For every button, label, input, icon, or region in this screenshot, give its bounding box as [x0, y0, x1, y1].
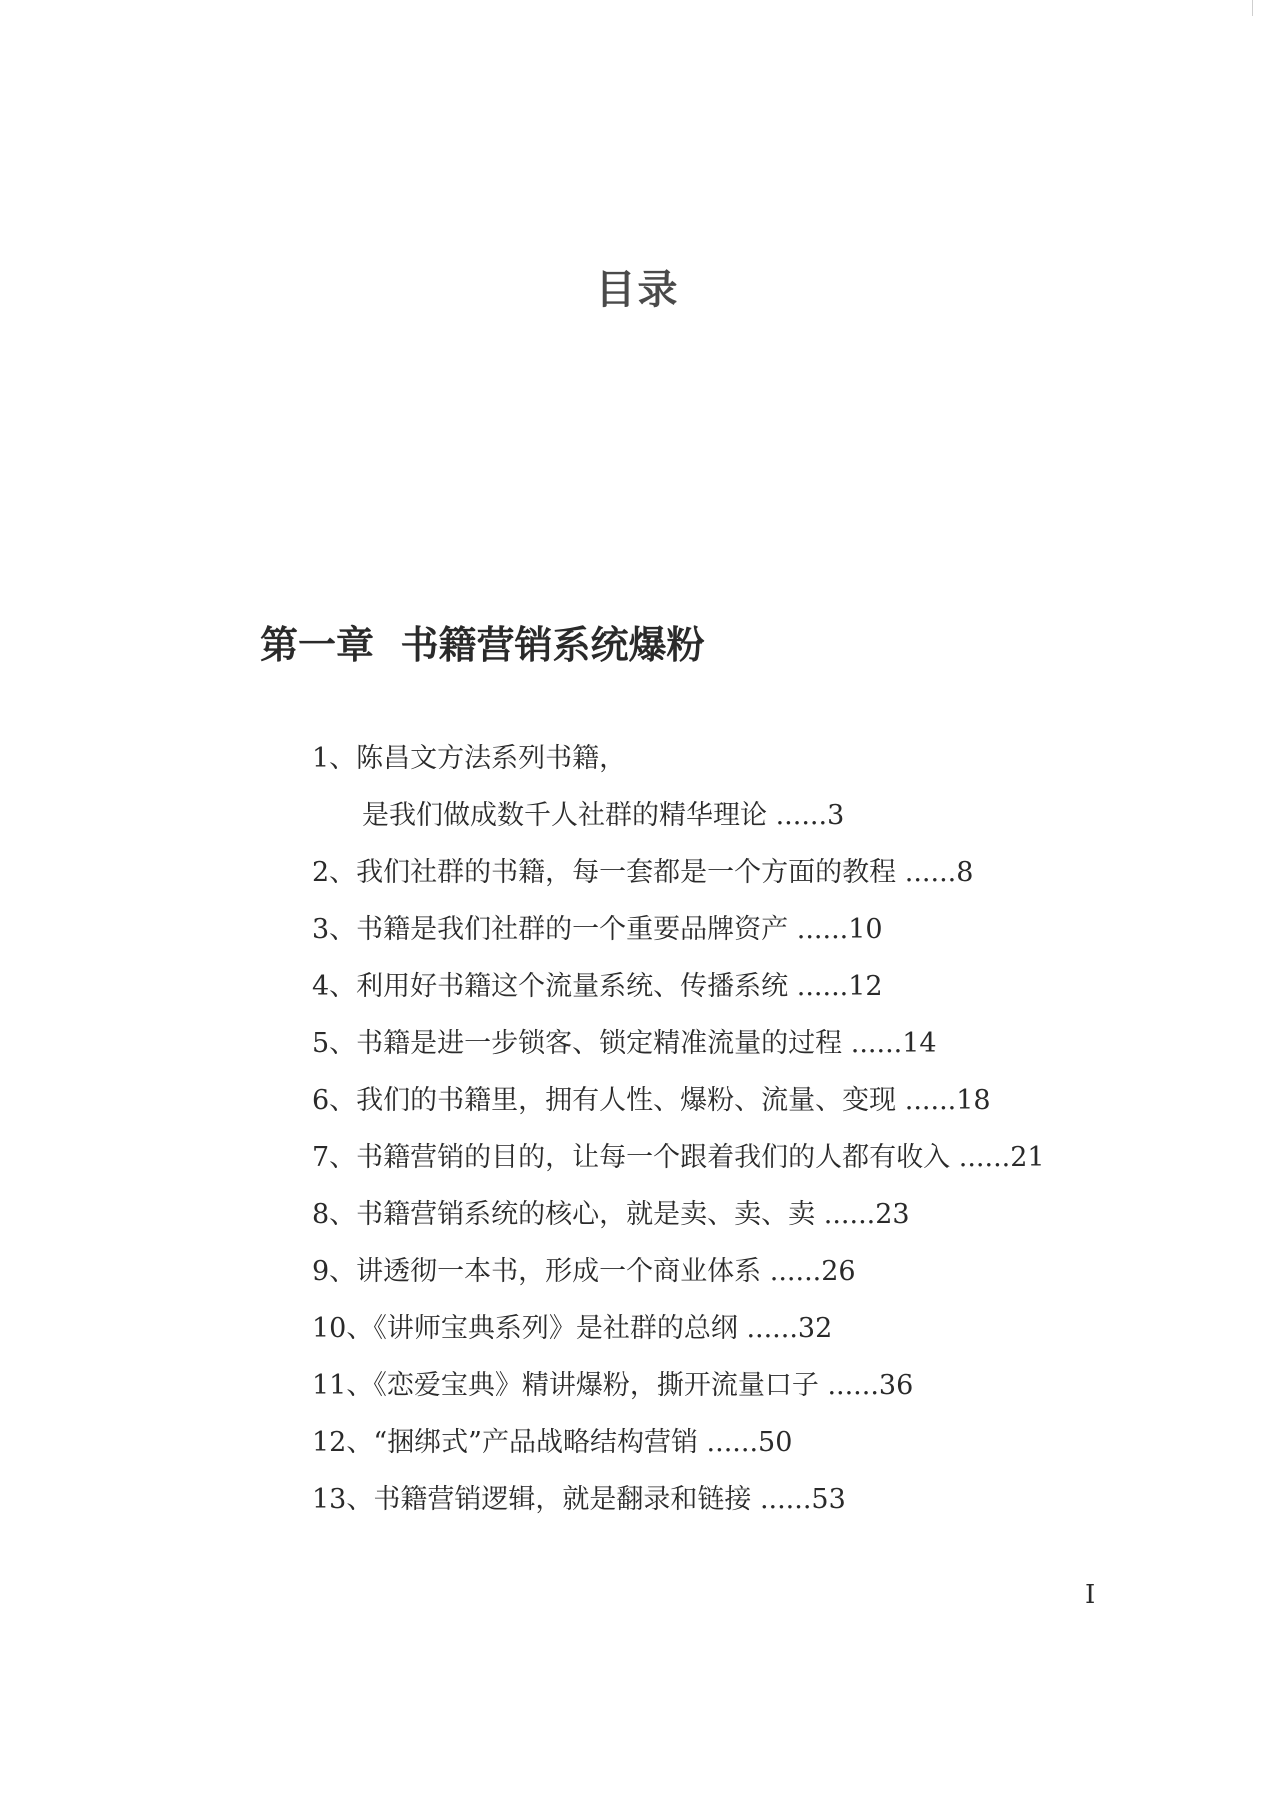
toc-entry-13: 13、书籍营销逻辑，就是翻录和链接 ......53: [312, 1484, 846, 1515]
toc-entry-12: 12、“捆绑式”产品战略结构营销 ......50: [312, 1427, 793, 1458]
toc-entry-4: 4、利用好书籍这个流量系统、传播系统 ......12: [312, 971, 883, 1002]
toc-entry-8: 8、书籍营销系统的核心，就是卖、卖、卖 ......23: [312, 1199, 910, 1230]
toc-entry-7: 7、书籍营销的目的，让每一个跟着我们的人都有收入 ......21: [312, 1142, 1045, 1173]
toc-entry-3: 3、书籍是我们社群的一个重要品牌资产 ......10: [312, 914, 883, 945]
toc-entry-10: 10、《讲师宝典系列》是社群的总纲 ......32: [312, 1313, 833, 1344]
toc-entry-2: 2、我们社群的书籍，每一套都是一个方面的教程 ......8: [312, 857, 974, 888]
scan-edge-mark: [1252, 0, 1253, 16]
chapter-title: 第一章 书籍营销系统爆粉: [260, 623, 705, 667]
toc-entry-11: 11、《恋爱宝典》精讲爆粉，撕开流量口子 ......36: [312, 1370, 914, 1401]
toc-entry-1-continued: 是我们做成数千人社群的精华理论 ......3: [362, 800, 845, 831]
toc-title: 目录: [595, 267, 680, 313]
toc-entry-1: 1、陈昌文方法系列书籍，: [312, 743, 627, 774]
toc-entry-9: 9、讲透彻一本书，形成一个商业体系 ......26: [312, 1256, 856, 1287]
toc-entry-6: 6、我们的书籍里，拥有人性、爆粉、流量、变现 ......18: [312, 1085, 991, 1116]
page-number: I: [1085, 1580, 1096, 1610]
toc-entry-5: 5、书籍是进一步锁客、锁定精准流量的过程 ......14: [312, 1028, 937, 1059]
